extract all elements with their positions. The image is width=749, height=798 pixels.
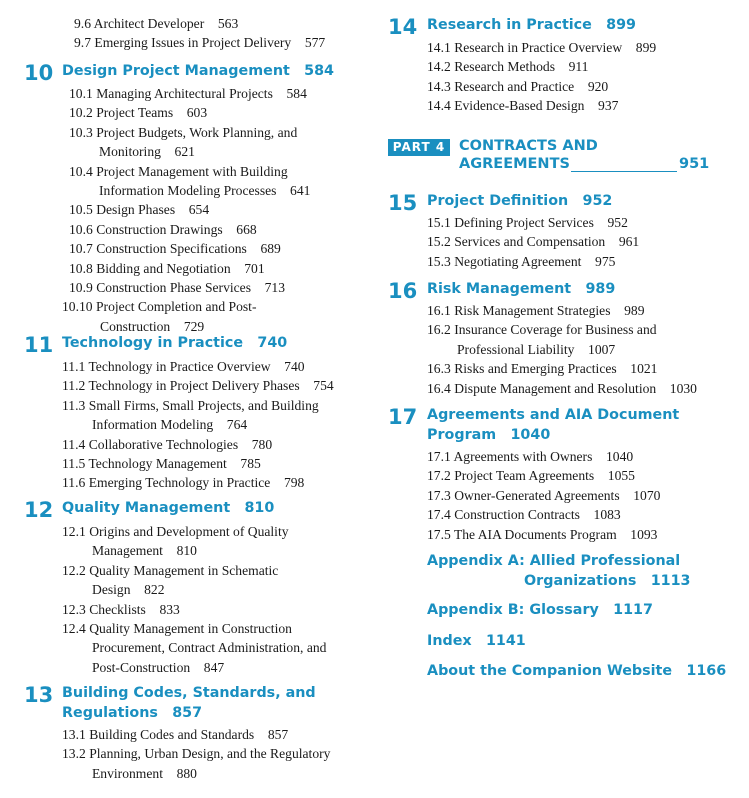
toc-entry[interactable] [62,619,326,677]
appendix-a-title: Appendix A: Allied Professional [427,553,681,569]
entry-title-continued [62,638,326,657]
entry-title-continued: Construction [100,318,171,334]
entry-title-continued: Professional Liability [457,341,575,357]
entry-title-continued [62,658,326,677]
entry-title: Owner-Generated Agreements [454,487,620,503]
toc-entry[interactable] [69,162,310,201]
toc-entry[interactable] [69,200,209,219]
entry-page: 798 [283,475,305,491]
entry-title: Managing Architectural Projects [96,86,273,101]
toc-entry[interactable] [62,357,305,376]
toc-entry[interactable] [69,259,265,278]
toc-entry[interactable] [427,320,657,359]
entry-page: 1070 [633,487,661,503]
entry-title: Collaborative Technologies [88,436,239,452]
entry-title-continued: Information Modeling [92,417,214,433]
companion-website-page: 1166 [686,663,727,679]
chapter-page: 810 [244,500,275,516]
chapter-page: 952 [582,193,613,209]
chapter-number: 11 [24,333,54,357]
toc-entry[interactable] [62,561,278,600]
entry-title-continued [427,340,657,359]
entry-title: Negotiating Agreement [454,253,582,269]
chapter-title [62,498,274,518]
entry-page: 1055 [607,468,635,484]
part-title-line2: AGREEMENTS [459,156,570,172]
entry-page: 952 [607,215,628,230]
entry-page: 911 [568,59,589,75]
entry-title: Services and Compensation [454,234,606,250]
entry-title: Technology Management [88,456,227,471]
entry-page: 1093 [630,526,658,542]
entry-page: 1007 [588,341,616,357]
entry-number: 10.8 [69,260,93,276]
entry-page: 764 [226,417,248,433]
part-badge: PART 4 [388,139,450,156]
entry-number: 10.4 [69,163,93,179]
entry-title: Small Firms, Small Projects, and Building [88,397,319,413]
toc-entry[interactable] [62,725,288,744]
toc-entry[interactable] [427,38,656,57]
entry-number: 17.4 [427,507,451,523]
entry-number: 10.9 [69,280,93,295]
entry-number: 12.1 [62,524,86,539]
entry-page: 1021 [630,361,658,377]
entry-number: 14.1 [427,40,451,55]
entry-title: Bidding and Negotiation [96,260,231,276]
chapter-title-text: Design Project Management [62,63,290,79]
entry-page: 785 [240,456,261,471]
appendix-b[interactable] [427,600,653,620]
toc-entry[interactable] [62,454,261,473]
entry-number: 14.3 [427,78,451,94]
toc-entry[interactable] [69,84,307,103]
entry-number: 16.3 [427,361,451,377]
entry-title-continued [62,580,278,599]
entry-page: 847 [203,659,225,675]
entry-page: 654 [188,202,210,218]
chapter-page: 899 [606,17,636,33]
toc-entry[interactable] [427,77,608,96]
entry-title: Project Budgets, Work Planning, and [96,124,298,140]
chapter-page: 989 [585,281,616,297]
entry-title: Project Management with Building [96,163,288,179]
toc-entry[interactable] [62,522,289,561]
toc-entry[interactable] [427,301,644,320]
part-title-line1: CONTRACTS AND [459,138,598,154]
chapter-number: 17 [388,405,418,429]
toc-entry[interactable] [62,297,256,336]
entry-page: 577 [304,35,326,51]
toc-entry[interactable] [427,232,639,251]
entry-title: Evidence-Based Design [454,98,585,114]
chapter-title-text: Building Codes, Standards, and [62,685,316,701]
chapter-title-text-line2: Program [427,427,497,443]
entry-page: 989 [624,303,645,318]
entry-title: Project Completion and Post- [96,299,257,315]
toc-entry[interactable] [427,213,628,232]
entry-title-continued: Design [92,582,131,598]
entry-title-continued [62,764,330,783]
toc-entry[interactable] [427,252,615,271]
entry-page: 1040 [605,449,634,464]
toc-entry[interactable] [427,447,633,466]
chapter-title-text: Research in Practice [427,17,592,33]
entry-title: Planning, Urban Design, and the Regulatory [89,746,331,762]
entry-page: 975 [595,253,616,269]
entry-number: 15.1 [427,215,451,230]
entry-number: 11.2 [62,378,86,394]
toc-entry[interactable] [62,376,334,395]
entry-title-continued: Post-Construction [92,659,191,675]
entry-number: 17.3 [427,487,451,503]
entry-page: 961 [618,234,640,250]
appendix-a-title-line2: Organizations [524,573,637,589]
entry-page: 729 [183,318,205,334]
appendix-b-title: Appendix B: Glossary [427,602,599,618]
entry-title-continued [69,181,310,200]
chapter-number: 14 [388,15,418,39]
entry-page: 603 [186,105,208,121]
toc-entry[interactable] [427,57,588,76]
chapter-title-text-line2: Regulations [62,705,158,721]
entry-title-continued: Monitoring [99,144,161,160]
entry-page: 920 [587,78,609,94]
entry-number: 17.5 [427,526,451,542]
index-entry[interactable] [427,631,526,651]
entry-title: Research in Practice Overview [454,40,623,55]
chapter-title-text: Agreements and AIA Document [427,407,680,423]
chapter-number: 12 [24,498,54,522]
entry-title: Defining Project Services [454,215,594,230]
chapter-title [62,333,287,353]
entry-title: Dispute Management and Resolution [454,380,657,396]
entry-title: Building Codes and Standards [89,727,255,742]
entry-number: 11.5 [62,456,86,471]
entry-page: 563 [217,16,239,31]
entry-title-continued: Information Modeling Processes [99,183,277,198]
entry-title: Emerging Issues in Project Delivery [94,35,292,51]
entry-number: 16.2 [427,322,451,338]
chapter-page: 740 [257,335,288,351]
entry-title: Risk Management Strategies [454,303,611,318]
entry-title: Construction Specifications [96,241,247,257]
entry-title: Research Methods [454,59,555,75]
part-leader-line [571,171,677,172]
entry-number: 11.1 [62,359,86,374]
chapter-title-text: Quality Management [62,500,231,516]
appendix-a[interactable] [427,551,690,591]
toc-entry[interactable] [427,359,657,378]
index-entry-page: 1141 [485,633,526,649]
entry-title: Project Teams [96,105,174,121]
entry-page: 689 [260,241,281,257]
chapter-title [427,15,636,35]
toc-entry[interactable] [427,466,635,485]
entry-page: 1030 [669,380,697,396]
entry-title-continued [69,142,297,161]
companion-website[interactable] [427,661,726,681]
entry-title: The AIA Documents Program [453,526,617,542]
entry-number: 10.3 [69,124,93,140]
entry-number: 10.5 [69,202,93,218]
entry-page: 621 [174,144,195,160]
chapter-title [427,405,679,445]
entry-title: Agreements with Owners [453,449,593,464]
entry-number: 11.3 [62,397,86,413]
chapter-title [62,683,316,723]
entry-page: 701 [244,260,265,276]
entry-title: Technology in Practice Overview [88,359,271,374]
entry-page: 754 [313,378,334,394]
toc-entry[interactable] [69,239,281,258]
entry-page: 937 [598,98,619,114]
entry-title: Construction Contracts [454,507,580,523]
entry-number: 12.3 [62,601,86,617]
chapter-page: 584 [304,63,334,79]
chapter-title [427,279,615,299]
entry-title: Emerging Technology in Practice [88,475,271,491]
chapter-title-text: Technology in Practice [62,335,244,351]
entry-page: 1083 [593,507,621,523]
chapter-title-text: Project Definition [427,193,569,209]
toc-entry[interactable] [427,96,618,115]
toc-entry[interactable] [427,486,660,505]
entry-page: 822 [144,582,165,598]
entry-title: Technology in Project Delivery Phases [88,378,300,394]
toc-entry[interactable] [69,220,257,239]
entry-page: 668 [236,221,257,237]
entry-page: 740 [284,359,305,374]
toc-entry[interactable] [69,103,207,122]
entry-page: 880 [176,765,197,781]
chapter-title [62,61,334,81]
entry-title-continued: Management [92,543,163,559]
entry-number: 11.4 [62,436,86,452]
entry-number: 10.7 [69,241,93,257]
entry-title-continued [62,415,319,434]
entry-title: Risks and Emerging Practices [454,361,617,377]
entry-number: 12.2 [62,562,86,578]
entry-number: 9.7 [74,35,91,51]
entry-title: Design Phases [96,202,176,218]
part-page: 951 [679,156,710,172]
toc-entry[interactable] [62,744,330,783]
entry-number: 15.3 [427,253,451,269]
entry-number: 16.1 [427,303,451,318]
entry-number: 17.1 [427,449,451,464]
entry-title: Checklists [89,601,146,617]
entry-title: Architect Developer [93,16,205,31]
entry-number: 12.4 [62,621,86,636]
chapter-page: 857 [172,705,203,721]
appendix-b-page: 1117 [613,602,653,618]
entry-title: Insurance Coverage for Business and [454,322,657,338]
toc-entry[interactable] [62,435,272,454]
chapter-number: 13 [24,683,54,707]
entry-title: Research and Practice [454,78,575,94]
toc-entry[interactable] [62,396,319,435]
chapter-title [427,191,612,211]
chapter-title-text: Risk Management [427,281,572,297]
entry-page: 899 [635,40,657,55]
entry-page: 641 [290,183,311,198]
entry-title: Quality Management in Construction [89,621,292,636]
entry-number: 14.4 [427,98,451,114]
entry-page: 833 [159,601,180,617]
entry-page: 780 [251,436,273,452]
entry-number: 9.6 [74,16,91,31]
entry-number: 15.2 [427,234,451,250]
toc-entry[interactable] [69,123,297,162]
toc-entry[interactable] [74,14,238,33]
toc-entry[interactable] [427,379,697,398]
toc-entry[interactable] [427,505,621,524]
entry-title: Quality Management in Schematic [89,562,279,578]
entry-title: Construction Phase Services [96,280,251,295]
chapter-page: 1040 [510,427,551,443]
toc-entry[interactable] [62,600,180,619]
entry-number: 13.2 [62,746,86,762]
toc-entry[interactable] [62,473,304,492]
chapter-number: 10 [24,61,54,85]
entry-page: 810 [176,543,197,559]
entry-number: 10.1 [69,86,93,101]
entry-title: Construction Drawings [96,221,223,237]
entry-number: 17.2 [427,468,451,484]
entry-number: 10.10 [62,299,93,315]
entry-page: 857 [267,727,289,742]
entry-number: 10.2 [69,105,93,121]
entry-title-continued: Procurement, Contract Administration, and [92,640,327,656]
toc-entry[interactable] [427,525,657,544]
appendix-a-page: 1113 [650,573,691,589]
entry-title-continued: Environment [92,765,163,781]
entry-title: Origins and Development of Quality [89,524,289,539]
entry-number: 10.6 [69,221,93,237]
companion-website-title: About the Companion Website [427,663,673,679]
entry-page: 584 [286,86,307,101]
toc-entry[interactable] [74,33,325,52]
chapter-number: 16 [388,279,418,303]
entry-number: 13.1 [62,727,86,742]
chapter-number: 15 [388,191,418,215]
part-title [459,137,598,173]
toc-entry[interactable] [69,278,285,297]
entry-title: Project Team Agreements [454,468,595,484]
index-entry-title: Index [427,633,472,649]
entry-number: 14.2 [427,59,451,75]
entry-number: 16.4 [427,380,451,396]
entry-title-continued [62,541,289,560]
entry-page: 713 [264,280,285,295]
entry-number: 11.6 [62,475,86,491]
